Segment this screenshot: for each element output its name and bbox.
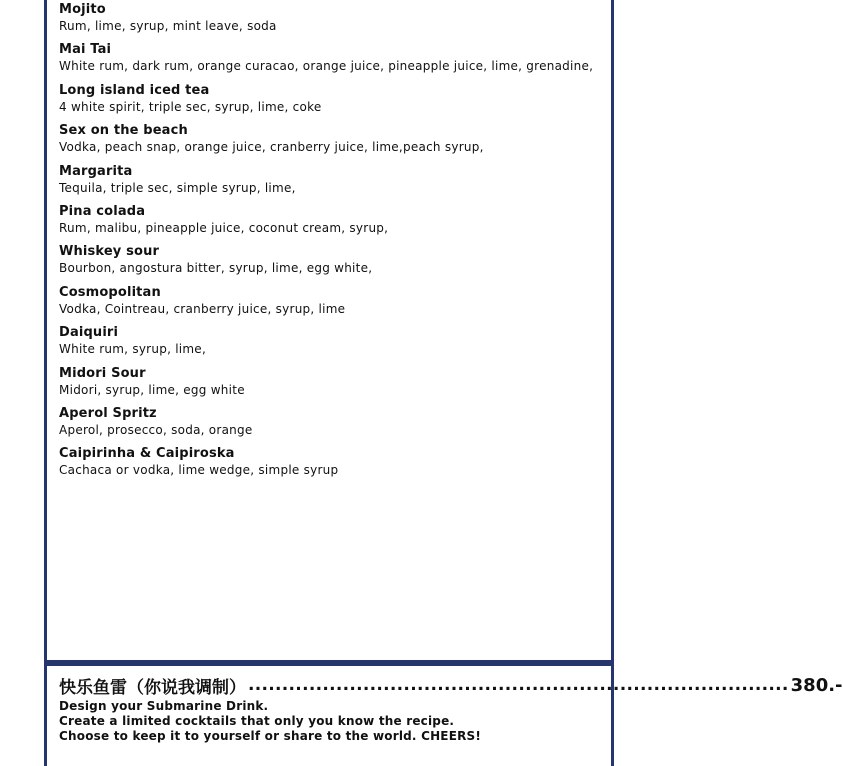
cocktail-name: Long island iced tea: [59, 82, 210, 98]
special-drink-name: 快乐鱼雷（你说我调制）: [59, 677, 246, 698]
cocktail-ingredients: 4 white spirit, triple sec, syrup, lime, coke: [59, 99, 322, 114]
cocktail-name: Mai Tai: [59, 42, 112, 58]
description-line: Design your Submarine Drink.: [59, 699, 269, 713]
description-line: Choose to keep it to yourself or share to the world. CHEERS!: [59, 729, 482, 743]
menu-item: [59, 406, 599, 446]
price-leader-dots: ................................................................................: [248, 675, 789, 695]
cocktail-ingredients: White rum, syrup, lime,: [59, 342, 207, 357]
cocktail-list: [59, 2, 599, 487]
menu-item: [59, 2, 599, 42]
menu-item: [59, 446, 599, 486]
menu-item: [59, 83, 599, 123]
cocktail-ingredients: Vodka, Cointreau, cranberry juice, syrup, lime: [59, 301, 346, 316]
cocktail-name: Daiquiri: [59, 325, 119, 341]
menu-item: [59, 42, 599, 82]
cocktail-name: Cosmopolitan: [59, 284, 161, 300]
cocktail-ingredients: Rum, lime, syrup, mint leave, soda: [59, 19, 277, 33]
cocktail-name: Aperol Spritz: [59, 405, 157, 421]
cocktail-name: Pina colada: [59, 203, 146, 219]
special-drink-line: [59, 673, 843, 698]
menu-item: [59, 285, 599, 325]
cocktail-ingredients: White rum, dark rum, orange curacao, orange juice, pineapple juice, lime, grenadine,: [59, 59, 594, 74]
special-drink-price: 380.-: [790, 674, 843, 696]
cocktail-ingredients: Aperol, prosecco, soda, orange: [59, 422, 253, 437]
cocktail-name: Whiskey sour: [59, 244, 160, 260]
cocktail-ingredients: Cachaca or vodka, lime wedge, simple syrup: [59, 463, 339, 478]
cocktail-ingredients: Bourbon, angostura bitter, syrup, lime, egg white,: [59, 261, 373, 276]
cocktail-name: Sex on the beach: [59, 123, 188, 139]
cocktail-ingredients: Vodka, peach snap, orange juice, cranberry juice, lime,peach syrup,: [59, 140, 484, 155]
special-drink-description: [59, 699, 599, 744]
cocktail-name: Midori Sour: [59, 365, 146, 381]
cocktail-ingredients: Tequila, triple sec, simple syrup, lime,: [59, 180, 296, 195]
menu-item: [59, 244, 599, 284]
cocktail-name: Margarita: [59, 163, 133, 179]
cocktail-ingredients: Rum, malibu, pineapple juice, coconut cream, syrup,: [59, 220, 389, 235]
menu-item: [59, 123, 599, 163]
cocktail-ingredients: Midori, syrup, lime, egg white: [59, 382, 245, 397]
menu-item: [59, 325, 599, 365]
menu-item: [59, 164, 599, 204]
menu-item: [59, 366, 599, 406]
cocktail-name: Mojito: [59, 2, 106, 17]
cocktail-name: Caipirinha & Caipiroska: [59, 446, 235, 462]
menu-item: [59, 204, 599, 244]
description-line: Create a limited cocktails that only you know the recipe.: [59, 714, 455, 728]
